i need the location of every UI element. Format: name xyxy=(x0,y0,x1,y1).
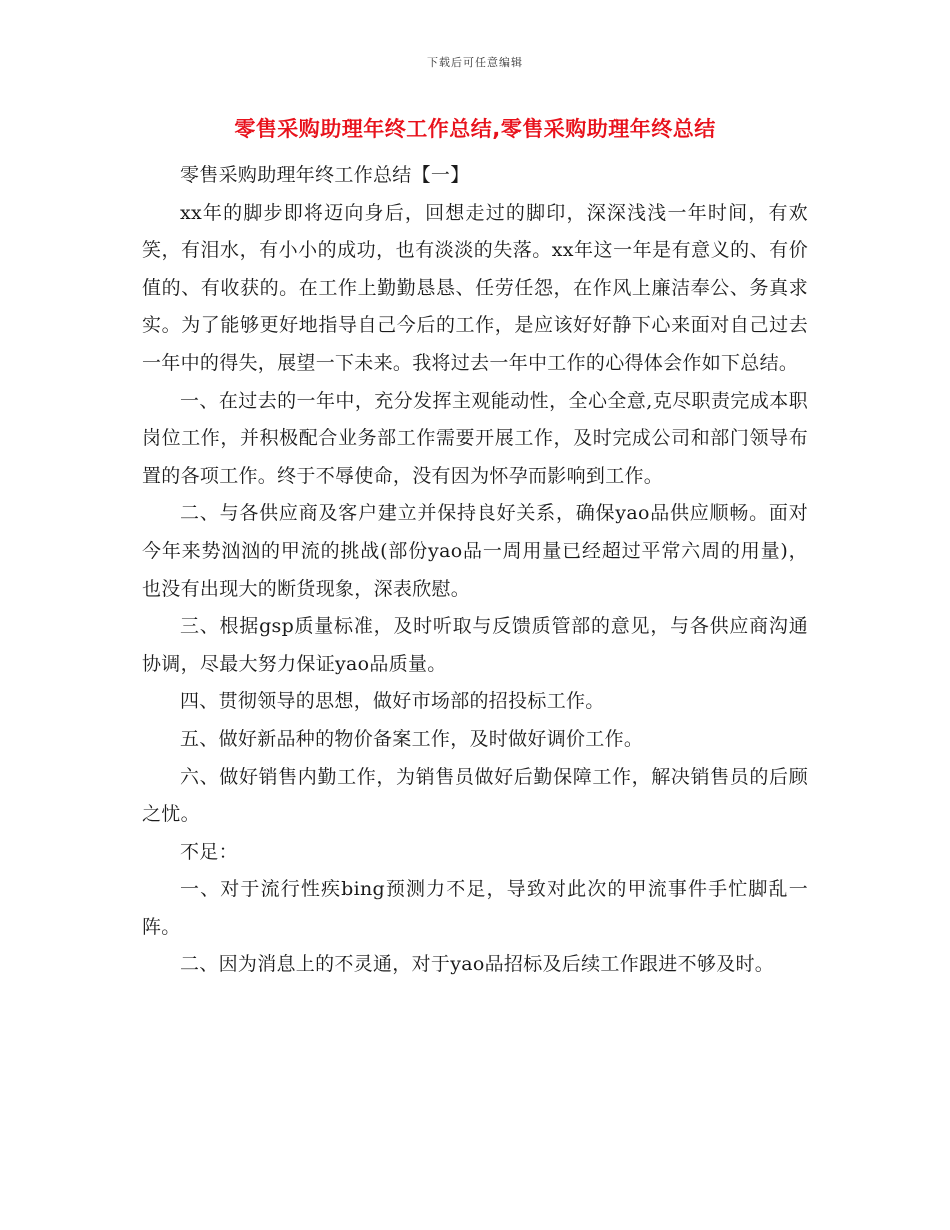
paragraph-item-2: 二、与各供应商及客户建立并保持良好关系，确保yao品供应顺畅。面对今年来势汹汹的甲流的挑战(部份yao品一周用量已经超过平常六周的用量)，也没有出现大的断货现象，深表欣慰。 xyxy=(142,502,808,600)
paragraph-item-4: 四、贯彻领导的思想，做好市场部的招投标工作。 xyxy=(180,690,605,713)
paragraph-item-1: 一、在过去的一年中，充分发挥主观能动性，全心全意,克尽职责完成本职岗位工作，并积极配合业务部工作需要开展工作，及时完成公司和部门领导布置的各项工作。终于不辱使命，没有因为怀孕而影响到工作。 xyxy=(142,389,808,487)
paragraph-item-6: 六、做好销售内勤工作，为销售员做好后勤保障工作，解决销售员的后顾之忧。 xyxy=(142,765,808,826)
section-heading: 零售采购助理年终工作总结【一】 xyxy=(180,164,470,186)
shortcoming-item-2: 二、因为消息上的不灵通，对于yao品招标及后续工作跟进不够及时。 xyxy=(180,953,775,976)
paragraph-intro: xx年的脚步即将迈向身后，回想走过的脚印，深深浅浅一年时间，有欢笑，有泪水，有小小的成功，也有淡淡的失落。xx年这一年是有意义的、有价值的、有收获的。在工作上勤勤恳恳、任劳任怨，在作风上廉洁奉公、务真求实。为了能够更好地指导自己今后的工作，是应该好好静下心来面对自己过去一年中的得失，展望一下未来。我将过去一年中工作的心得体会作如下总结。 xyxy=(142,201,808,374)
document-body xyxy=(142,157,808,984)
shortcoming-item-1: 一、对于流行性疾bing预测力不足，导致对此次的甲流事件手忙脚乱一阵。 xyxy=(142,878,808,938)
paragraph-item-5: 五、做好新品种的物价备案工作，及时做好调价工作。 xyxy=(180,727,644,750)
shortcomings-heading: 不足： xyxy=(180,840,238,863)
header-note: 下载后可任意编辑 xyxy=(427,56,523,69)
document-title: 零售采购助理年终工作总结,零售采购助理年终总结 xyxy=(234,117,716,141)
paragraph-item-3: 三、根据gsp质量标准，及时听取与反馈质管部的意见，与各供应商沟通协调，尽最大努力保证yao品质量。 xyxy=(142,615,808,675)
